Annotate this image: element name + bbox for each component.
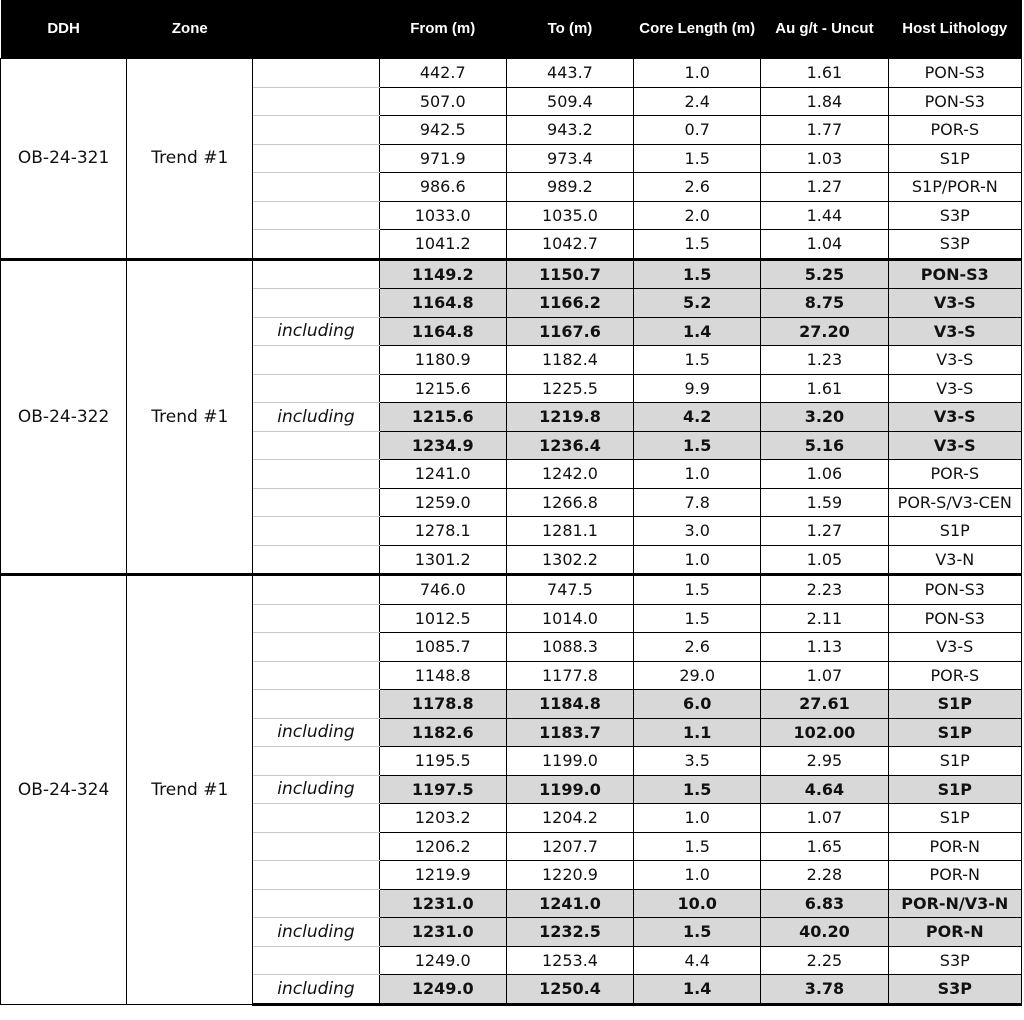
from-cell: 1231.0 bbox=[379, 889, 506, 918]
host-lithology-cell: POR-S bbox=[888, 460, 1021, 489]
including-cell bbox=[253, 889, 379, 918]
host-lithology-cell: V3-S bbox=[888, 633, 1021, 662]
host-lithology-cell: V3-S bbox=[888, 431, 1021, 460]
to-cell: 1281.1 bbox=[506, 517, 633, 546]
host-lithology-cell: POR-N/V3-N bbox=[888, 889, 1021, 918]
zone-cell: Trend #1 bbox=[127, 575, 253, 1005]
au-cell: 1.61 bbox=[761, 59, 888, 88]
from-cell: 1197.5 bbox=[379, 775, 506, 804]
host-lithology-cell: V3-S bbox=[888, 346, 1021, 375]
au-cell: 1.65 bbox=[761, 832, 888, 861]
including-cell bbox=[253, 545, 379, 575]
au-cell: 2.23 bbox=[761, 575, 888, 605]
au-cell: 1.84 bbox=[761, 87, 888, 116]
au-cell: 27.61 bbox=[761, 690, 888, 719]
to-cell: 1042.7 bbox=[506, 230, 633, 260]
from-cell: 1148.8 bbox=[379, 661, 506, 690]
core-length-cell: 1.0 bbox=[634, 545, 761, 575]
from-cell: 1085.7 bbox=[379, 633, 506, 662]
core-length-cell: 3.5 bbox=[634, 747, 761, 776]
including-cell: including bbox=[253, 975, 379, 1005]
host-lithology-cell: S1P/POR-N bbox=[888, 173, 1021, 202]
host-lithology-cell: S3P bbox=[888, 975, 1021, 1005]
including-cell bbox=[253, 346, 379, 375]
header-blank bbox=[253, 0, 379, 59]
including-cell bbox=[253, 230, 379, 260]
to-cell: 1225.5 bbox=[506, 374, 633, 403]
header-from: From (m) bbox=[379, 0, 506, 59]
core-length-cell: 7.8 bbox=[634, 488, 761, 517]
host-lithology-cell: PON-S3 bbox=[888, 87, 1021, 116]
from-cell: 1180.9 bbox=[379, 346, 506, 375]
including-cell bbox=[253, 575, 379, 605]
to-cell: 1177.8 bbox=[506, 661, 633, 690]
including-cell bbox=[253, 747, 379, 776]
to-cell: 443.7 bbox=[506, 59, 633, 88]
to-cell: 1302.2 bbox=[506, 545, 633, 575]
to-cell: 1220.9 bbox=[506, 861, 633, 890]
including-cell bbox=[253, 488, 379, 517]
to-cell: 1207.7 bbox=[506, 832, 633, 861]
from-cell: 1012.5 bbox=[379, 604, 506, 633]
hole-group bbox=[1, 259, 1022, 575]
core-length-cell: 0.7 bbox=[634, 116, 761, 145]
to-cell: 1183.7 bbox=[506, 718, 633, 747]
from-cell: 1249.0 bbox=[379, 946, 506, 975]
au-cell: 1.27 bbox=[761, 173, 888, 202]
from-cell: 1234.9 bbox=[379, 431, 506, 460]
from-cell: 1164.8 bbox=[379, 289, 506, 318]
host-lithology-cell: S3P bbox=[888, 946, 1021, 975]
au-cell: 40.20 bbox=[761, 918, 888, 947]
host-lithology-cell: POR-N bbox=[888, 861, 1021, 890]
from-cell: 1195.5 bbox=[379, 747, 506, 776]
core-length-cell: 2.6 bbox=[634, 633, 761, 662]
from-cell: 1033.0 bbox=[379, 201, 506, 230]
host-lithology-cell: S1P bbox=[888, 804, 1021, 833]
including-cell bbox=[253, 690, 379, 719]
au-cell: 5.25 bbox=[761, 259, 888, 289]
from-cell: 1215.6 bbox=[379, 374, 506, 403]
from-cell: 1259.0 bbox=[379, 488, 506, 517]
header-core-length: Core Length (m) bbox=[634, 0, 761, 59]
core-length-cell: 9.9 bbox=[634, 374, 761, 403]
to-cell: 1184.8 bbox=[506, 690, 633, 719]
including-cell bbox=[253, 661, 379, 690]
to-cell: 1035.0 bbox=[506, 201, 633, 230]
host-lithology-cell: S1P bbox=[888, 517, 1021, 546]
ddh-cell: OB-24-321 bbox=[1, 59, 127, 260]
to-cell: 1166.2 bbox=[506, 289, 633, 318]
to-cell: 1242.0 bbox=[506, 460, 633, 489]
header-to: To (m) bbox=[506, 0, 633, 59]
from-cell: 1215.6 bbox=[379, 403, 506, 432]
zone-cell: Trend #1 bbox=[127, 59, 253, 260]
au-cell: 1.23 bbox=[761, 346, 888, 375]
from-cell: 1219.9 bbox=[379, 861, 506, 890]
including-cell bbox=[253, 832, 379, 861]
including-cell bbox=[253, 460, 379, 489]
including-cell bbox=[253, 517, 379, 546]
from-cell: 1203.2 bbox=[379, 804, 506, 833]
table-row bbox=[1, 259, 1022, 289]
host-lithology-cell: S1P bbox=[888, 747, 1021, 776]
hole-group bbox=[1, 575, 1022, 1005]
to-cell: 1167.6 bbox=[506, 317, 633, 346]
host-lithology-cell: V3-S bbox=[888, 289, 1021, 318]
to-cell: 1182.4 bbox=[506, 346, 633, 375]
core-length-cell: 1.0 bbox=[634, 460, 761, 489]
core-length-cell: 1.1 bbox=[634, 718, 761, 747]
core-length-cell: 1.5 bbox=[634, 230, 761, 260]
au-cell: 1.13 bbox=[761, 633, 888, 662]
to-cell: 1199.0 bbox=[506, 775, 633, 804]
host-lithology-cell: PON-S3 bbox=[888, 604, 1021, 633]
core-length-cell: 29.0 bbox=[634, 661, 761, 690]
core-length-cell: 1.5 bbox=[634, 918, 761, 947]
core-length-cell: 1.5 bbox=[634, 832, 761, 861]
core-length-cell: 1.5 bbox=[634, 775, 761, 804]
including-cell: including bbox=[253, 317, 379, 346]
ddh-cell: OB-24-322 bbox=[1, 259, 127, 575]
from-cell: 1149.2 bbox=[379, 259, 506, 289]
core-length-cell: 2.4 bbox=[634, 87, 761, 116]
to-cell: 1150.7 bbox=[506, 259, 633, 289]
core-length-cell: 4.4 bbox=[634, 946, 761, 975]
including-cell: including bbox=[253, 403, 379, 432]
core-length-cell: 1.4 bbox=[634, 975, 761, 1005]
au-cell: 1.06 bbox=[761, 460, 888, 489]
header-zone: Zone bbox=[127, 0, 253, 59]
header-host-lithology: Host Lithology bbox=[888, 0, 1021, 59]
au-cell: 1.04 bbox=[761, 230, 888, 260]
header-au-uncut: Au g/t - Uncut bbox=[761, 0, 888, 59]
from-cell: 1178.8 bbox=[379, 690, 506, 719]
including-cell: including bbox=[253, 718, 379, 747]
from-cell: 1249.0 bbox=[379, 975, 506, 1005]
from-cell: 746.0 bbox=[379, 575, 506, 605]
host-lithology-cell: S3P bbox=[888, 230, 1021, 260]
au-cell: 4.64 bbox=[761, 775, 888, 804]
including-cell bbox=[253, 633, 379, 662]
core-length-cell: 5.2 bbox=[634, 289, 761, 318]
from-cell: 442.7 bbox=[379, 59, 506, 88]
including-cell bbox=[253, 604, 379, 633]
from-cell: 1231.0 bbox=[379, 918, 506, 947]
including-cell bbox=[253, 201, 379, 230]
including-cell bbox=[253, 861, 379, 890]
core-length-cell: 1.0 bbox=[634, 804, 761, 833]
au-cell: 1.07 bbox=[761, 804, 888, 833]
from-cell: 1041.2 bbox=[379, 230, 506, 260]
including-cell bbox=[253, 116, 379, 145]
au-cell: 2.25 bbox=[761, 946, 888, 975]
host-lithology-cell: V3-N bbox=[888, 545, 1021, 575]
to-cell: 943.2 bbox=[506, 116, 633, 145]
host-lithology-cell: V3-S bbox=[888, 403, 1021, 432]
core-length-cell: 2.6 bbox=[634, 173, 761, 202]
to-cell: 1236.4 bbox=[506, 431, 633, 460]
au-cell: 102.00 bbox=[761, 718, 888, 747]
au-cell: 3.20 bbox=[761, 403, 888, 432]
from-cell: 507.0 bbox=[379, 87, 506, 116]
core-length-cell: 3.0 bbox=[634, 517, 761, 546]
including-cell: including bbox=[253, 775, 379, 804]
au-cell: 1.03 bbox=[761, 144, 888, 173]
host-lithology-cell: S1P bbox=[888, 718, 1021, 747]
host-lithology-cell: POR-S bbox=[888, 661, 1021, 690]
to-cell: 1204.2 bbox=[506, 804, 633, 833]
host-lithology-cell: POR-S bbox=[888, 116, 1021, 145]
including-cell: including bbox=[253, 918, 379, 947]
including-cell bbox=[253, 804, 379, 833]
from-cell: 1301.2 bbox=[379, 545, 506, 575]
core-length-cell: 1.5 bbox=[634, 431, 761, 460]
au-cell: 8.75 bbox=[761, 289, 888, 318]
au-cell: 1.59 bbox=[761, 488, 888, 517]
core-length-cell: 1.5 bbox=[634, 259, 761, 289]
zone-cell: Trend #1 bbox=[127, 259, 253, 575]
au-cell: 6.83 bbox=[761, 889, 888, 918]
host-lithology-cell: POR-S/V3-CEN bbox=[888, 488, 1021, 517]
au-cell: 5.16 bbox=[761, 431, 888, 460]
host-lithology-cell: POR-N bbox=[888, 918, 1021, 947]
including-cell bbox=[253, 946, 379, 975]
including-cell bbox=[253, 87, 379, 116]
host-lithology-cell: PON-S3 bbox=[888, 575, 1021, 605]
to-cell: 1219.8 bbox=[506, 403, 633, 432]
to-cell: 747.5 bbox=[506, 575, 633, 605]
host-lithology-cell: PON-S3 bbox=[888, 259, 1021, 289]
host-lithology-cell: PON-S3 bbox=[888, 59, 1021, 88]
table-row bbox=[1, 575, 1022, 605]
including-cell bbox=[253, 374, 379, 403]
au-cell: 1.61 bbox=[761, 374, 888, 403]
table-header bbox=[1, 0, 1022, 59]
au-cell: 1.27 bbox=[761, 517, 888, 546]
core-length-cell: 2.0 bbox=[634, 201, 761, 230]
au-cell: 2.95 bbox=[761, 747, 888, 776]
host-lithology-cell: S3P bbox=[888, 201, 1021, 230]
au-cell: 3.78 bbox=[761, 975, 888, 1005]
host-lithology-cell: POR-N bbox=[888, 832, 1021, 861]
host-lithology-cell: S1P bbox=[888, 144, 1021, 173]
au-cell: 2.11 bbox=[761, 604, 888, 633]
from-cell: 971.9 bbox=[379, 144, 506, 173]
ddh-cell: OB-24-324 bbox=[1, 575, 127, 1005]
host-lithology-cell: S1P bbox=[888, 775, 1021, 804]
core-length-cell: 1.5 bbox=[634, 575, 761, 605]
to-cell: 1088.3 bbox=[506, 633, 633, 662]
header-row bbox=[1, 0, 1022, 59]
au-cell: 1.05 bbox=[761, 545, 888, 575]
from-cell: 1164.8 bbox=[379, 317, 506, 346]
host-lithology-cell: V3-S bbox=[888, 374, 1021, 403]
from-cell: 1278.1 bbox=[379, 517, 506, 546]
from-cell: 986.6 bbox=[379, 173, 506, 202]
host-lithology-cell: V3-S bbox=[888, 317, 1021, 346]
to-cell: 1241.0 bbox=[506, 889, 633, 918]
to-cell: 1232.5 bbox=[506, 918, 633, 947]
header-ddh: DDH bbox=[1, 0, 127, 59]
to-cell: 1253.4 bbox=[506, 946, 633, 975]
core-length-cell: 1.4 bbox=[634, 317, 761, 346]
including-cell bbox=[253, 59, 379, 88]
au-cell: 1.77 bbox=[761, 116, 888, 145]
core-length-cell: 4.2 bbox=[634, 403, 761, 432]
to-cell: 1250.4 bbox=[506, 975, 633, 1005]
including-cell bbox=[253, 289, 379, 318]
hole-group bbox=[1, 59, 1022, 260]
to-cell: 973.4 bbox=[506, 144, 633, 173]
au-cell: 27.20 bbox=[761, 317, 888, 346]
from-cell: 1206.2 bbox=[379, 832, 506, 861]
au-cell: 2.28 bbox=[761, 861, 888, 890]
core-length-cell: 1.5 bbox=[634, 604, 761, 633]
including-cell bbox=[253, 259, 379, 289]
to-cell: 1266.8 bbox=[506, 488, 633, 517]
including-cell bbox=[253, 431, 379, 460]
to-cell: 989.2 bbox=[506, 173, 633, 202]
core-length-cell: 1.5 bbox=[634, 346, 761, 375]
to-cell: 509.4 bbox=[506, 87, 633, 116]
core-length-cell: 1.5 bbox=[634, 144, 761, 173]
including-cell bbox=[253, 173, 379, 202]
from-cell: 1241.0 bbox=[379, 460, 506, 489]
au-cell: 1.07 bbox=[761, 661, 888, 690]
to-cell: 1199.0 bbox=[506, 747, 633, 776]
from-cell: 1182.6 bbox=[379, 718, 506, 747]
core-length-cell: 1.0 bbox=[634, 861, 761, 890]
including-cell bbox=[253, 144, 379, 173]
au-cell: 1.44 bbox=[761, 201, 888, 230]
host-lithology-cell: S1P bbox=[888, 690, 1021, 719]
core-length-cell: 10.0 bbox=[634, 889, 761, 918]
from-cell: 942.5 bbox=[379, 116, 506, 145]
core-length-cell: 6.0 bbox=[634, 690, 761, 719]
to-cell: 1014.0 bbox=[506, 604, 633, 633]
table-row bbox=[1, 59, 1022, 88]
core-length-cell: 1.0 bbox=[634, 59, 761, 88]
